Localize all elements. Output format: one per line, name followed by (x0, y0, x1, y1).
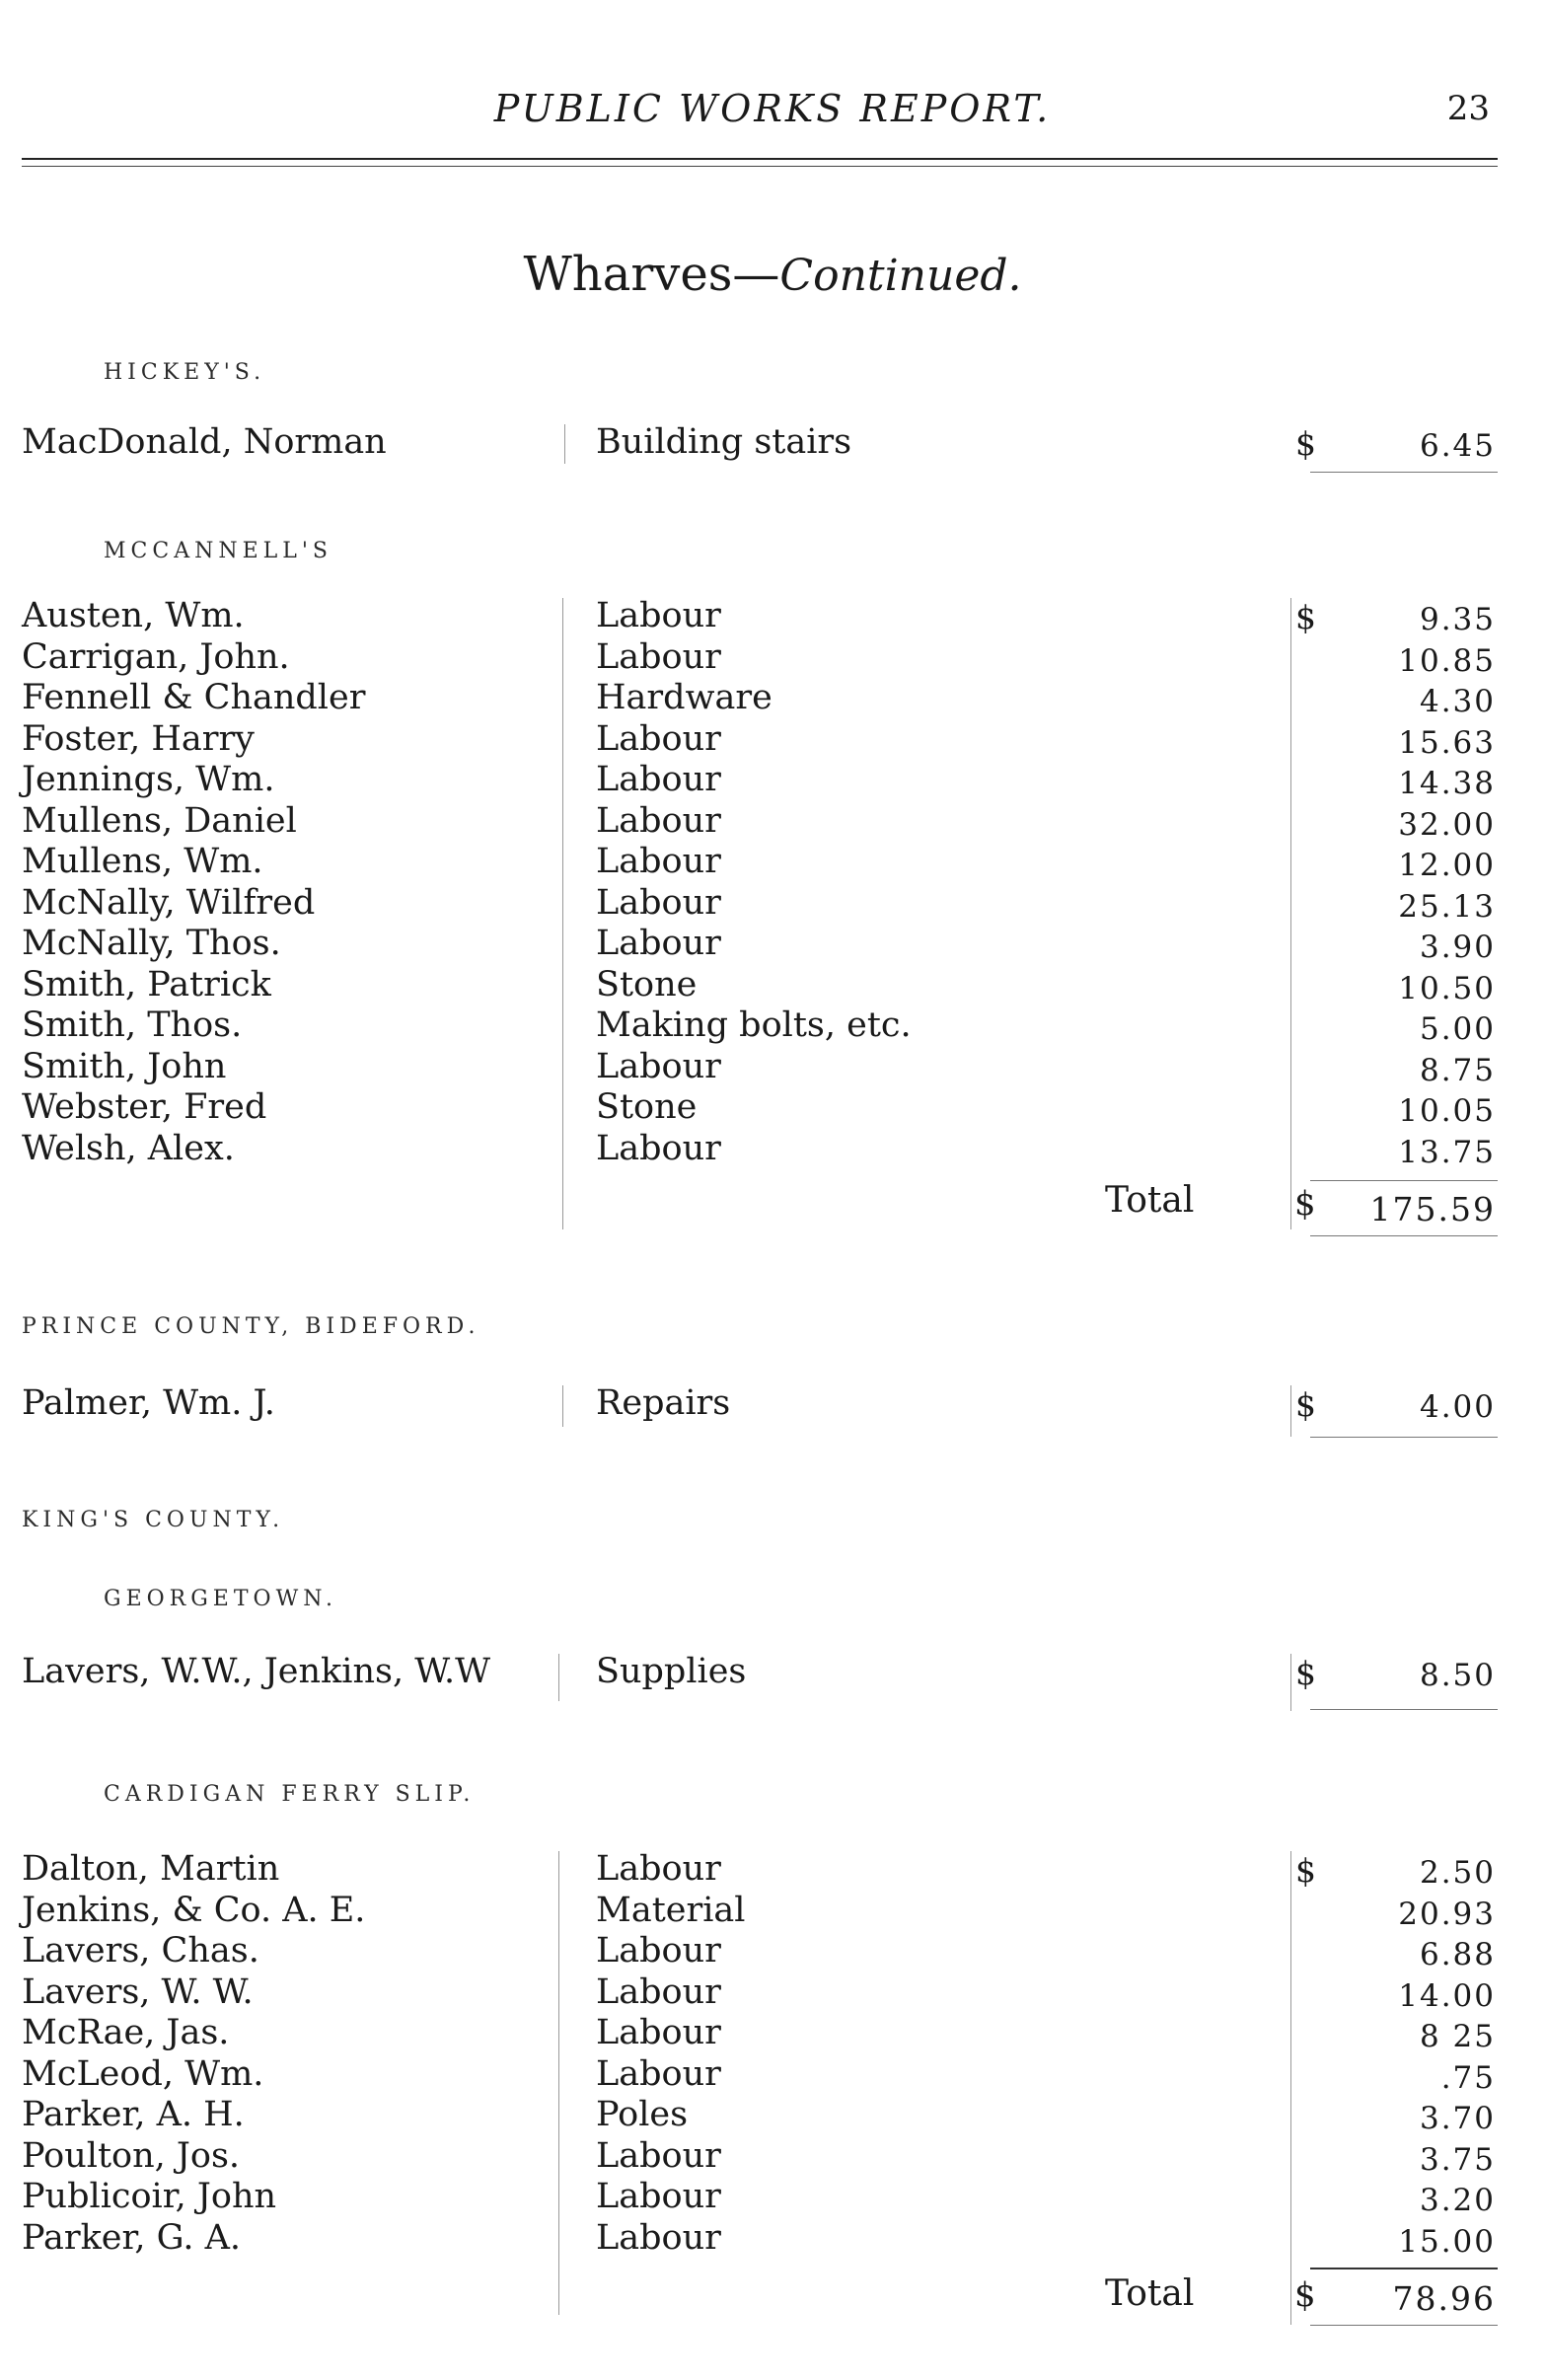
row-item: Labour (596, 760, 721, 799)
row-amount: 8.50 (1419, 1658, 1496, 1693)
total-label: Total (1105, 1180, 1195, 1221)
amount-underline (1310, 472, 1498, 473)
row-name: Jennings, Wm. (22, 760, 275, 799)
table-row (0, 1650, 1545, 1691)
amount-underline (1310, 1235, 1498, 1236)
table-row (0, 717, 1545, 759)
table-row (0, 758, 1545, 799)
column-divider (562, 1385, 563, 1427)
row-amount: 12.00 (1398, 848, 1496, 883)
table-row (0, 1971, 1545, 2012)
row-name: Parker, G. A. (22, 2217, 241, 2258)
row-name: McNally, Thos. (22, 924, 281, 963)
table-row (0, 2216, 1545, 2258)
row-name: Smith, John (22, 1046, 227, 1086)
row-item: Labour (596, 2217, 721, 2258)
column-divider (564, 424, 565, 464)
row-item: Labour (596, 800, 721, 841)
row-name: Mullens, Wm. (22, 842, 263, 881)
table-row (0, 635, 1545, 677)
row-item: Repairs (596, 1383, 731, 1423)
amount-underline (1310, 2325, 1498, 2326)
row-name: Lavers, W.W., Jenkins, W.W (22, 1652, 491, 1691)
table-row (0, 922, 1545, 963)
row-item: Building stairs (596, 422, 852, 462)
row-name: Publicoir, John (22, 2177, 277, 2216)
row-name: McNally, Wilfred (22, 882, 316, 923)
row-amount: 6.45 (1419, 428, 1496, 464)
row-amount: 20.93 (1398, 1896, 1496, 1932)
section-prince-county (0, 1381, 1545, 1423)
row-item: Labour (596, 1971, 721, 2012)
column-divider (1290, 1654, 1291, 1711)
heading-georgetown: GEORGETOWN. (104, 1587, 338, 1611)
row-name: Austen, Wm. (22, 596, 245, 635)
row-amount: 10.05 (1398, 1093, 1496, 1129)
row-amount: 8.75 (1419, 1052, 1496, 1088)
row-amount: 5.00 (1419, 1011, 1496, 1047)
row-item: Hardware (596, 678, 772, 717)
section-georgetown (0, 1650, 1545, 1691)
row-name: Carrigan, John. (22, 636, 290, 677)
dollar-sign: $ (1295, 1654, 1316, 1692)
row-item: Labour (596, 924, 721, 963)
column-divider (1290, 1851, 1291, 2325)
column-divider (1290, 598, 1291, 1229)
row-item: Labour (596, 636, 721, 677)
heading-hickeys: HICKEY'S. (104, 360, 266, 385)
row-name: Smith, Patrick (22, 964, 271, 1004)
dollar-sign: $ (1294, 1184, 1316, 1224)
table-row (0, 2011, 1545, 2052)
row-item: Poles (596, 2095, 689, 2134)
section-cardigan (0, 1847, 1545, 2260)
row-name: Lavers, Chas. (22, 1931, 259, 1971)
row-name: Poulton, Jos. (22, 2135, 241, 2176)
row-name: Palmer, Wm. J. (22, 1383, 275, 1423)
amount-underline (1310, 1437, 1498, 1438)
row-item: Labour (596, 1931, 721, 1971)
table-row (0, 420, 1545, 462)
row-amount: 3.70 (1419, 2101, 1496, 2136)
total-label: Total (1105, 2273, 1195, 2314)
row-amount: 8 25 (1419, 2019, 1496, 2054)
row-item: Labour (596, 2053, 721, 2094)
row-amount: 4.30 (1419, 684, 1496, 719)
row-item: Labour (596, 1128, 721, 1168)
row-amount: 9.35 (1419, 602, 1496, 637)
heading-kings-county: KING'S COUNTY. (22, 1508, 285, 1532)
table-row (0, 2052, 1545, 2094)
row-amount: 10.85 (1398, 642, 1496, 679)
row-amount: 3.20 (1419, 2183, 1496, 2218)
row-amount: 13.75 (1398, 1134, 1496, 1170)
row-item: Stone (596, 964, 698, 1004)
total-rule (1310, 1180, 1498, 1181)
row-item: Making bolts, etc. (596, 1005, 912, 1045)
row-item: Labour (596, 1046, 721, 1086)
row-item: Labour (596, 596, 721, 635)
row-amount: 14.38 (1398, 766, 1496, 801)
amount-underline (1310, 1709, 1498, 1710)
row-amount: 14.00 (1398, 1977, 1496, 2014)
row-name: Jenkins, & Co. A. E. (22, 1890, 366, 1930)
table-row (0, 1847, 1545, 1889)
section-hickeys (0, 420, 1545, 462)
dollar-sign: $ (1294, 2275, 1316, 2315)
row-name: McLeod, Wm. (22, 2053, 264, 2094)
total-amount: 78.96 (1392, 2279, 1496, 2318)
row-item: Labour (596, 2013, 721, 2052)
row-name: Webster, Fred (22, 1087, 267, 1127)
row-item: Supplies (596, 1652, 747, 1691)
row-name: Lavers, W. W. (22, 1971, 254, 2012)
table-row (0, 676, 1545, 717)
column-divider (558, 1851, 559, 2315)
column-divider (562, 598, 563, 1229)
row-item: Material (596, 1890, 746, 1930)
row-name: Smith, Thos. (22, 1005, 243, 1045)
page-number: 23 (1446, 89, 1490, 128)
row-amount: 6.88 (1419, 1937, 1496, 1972)
row-name: Welsh, Alex. (22, 1128, 235, 1168)
dollar-sign: $ (1295, 598, 1316, 636)
table-row (0, 2175, 1545, 2216)
row-name: Dalton, Martin (22, 1849, 280, 1889)
column-divider (558, 1654, 559, 1701)
section-mccannells (0, 594, 1545, 1170)
table-row (0, 1085, 1545, 1127)
header-rule-secondary (22, 166, 1498, 167)
row-amount: 2.50 (1419, 1855, 1496, 1891)
row-item: Labour (596, 718, 721, 759)
table-row (0, 1889, 1545, 1930)
table-row (0, 1004, 1545, 1045)
table-row (0, 1929, 1545, 1971)
row-item: Labour (596, 882, 721, 923)
row-amount: 15.63 (1398, 724, 1496, 761)
section-title (0, 247, 1545, 302)
row-amount: .75 (1440, 2059, 1496, 2096)
total-amount: 175.59 (1369, 1190, 1496, 1228)
table-row (0, 2134, 1545, 2176)
row-name: McRae, Jas. (22, 2013, 230, 2052)
row-amount: 4.00 (1419, 1389, 1496, 1425)
dollar-sign: $ (1295, 1385, 1316, 1424)
row-name: Parker, A. H. (22, 2095, 245, 2134)
table-row (0, 1045, 1545, 1086)
total-rule (1310, 2268, 1498, 2269)
page-header-title: PUBLIC WORKS REPORT. (493, 87, 1052, 130)
row-item: Stone (596, 1087, 698, 1127)
table-row (0, 1127, 1545, 1168)
row-name: Mullens, Daniel (22, 800, 297, 841)
row-amount: 3.90 (1419, 930, 1496, 965)
row-amount: 10.50 (1398, 970, 1496, 1006)
row-amount: 15.00 (1398, 2223, 1496, 2260)
table-row (0, 594, 1545, 635)
row-item: Labour (596, 842, 721, 881)
header-rule (22, 158, 1498, 160)
row-amount: 32.00 (1398, 806, 1496, 843)
table-row (0, 799, 1545, 841)
heading-prince-county: PRINCE COUNTY, BIDEFORD. (22, 1314, 480, 1339)
heading-mccannells: MCCANNELL'S (104, 539, 332, 563)
table-row (0, 963, 1545, 1004)
row-item: Labour (596, 2177, 721, 2216)
row-item: Labour (596, 1849, 721, 1889)
section-title-main: Wharves— (523, 247, 780, 302)
row-amount: 25.13 (1398, 888, 1496, 925)
table-row (0, 881, 1545, 923)
section-title-continued: Continued. (779, 251, 1022, 301)
table-row (0, 1381, 1545, 1423)
row-name: Fennell & Chandler (22, 678, 366, 717)
row-amount: 3.75 (1419, 2141, 1496, 2178)
row-item: Labour (596, 2135, 721, 2176)
dollar-sign: $ (1295, 424, 1316, 463)
table-row (0, 2093, 1545, 2134)
row-name: MacDonald, Norman (22, 422, 387, 462)
row-name: Foster, Harry (22, 718, 255, 759)
table-row (0, 840, 1545, 881)
dollar-sign: $ (1295, 1851, 1316, 1890)
column-divider (1290, 1385, 1291, 1437)
heading-cardigan: CARDIGAN FERRY SLIP. (104, 1782, 476, 1807)
